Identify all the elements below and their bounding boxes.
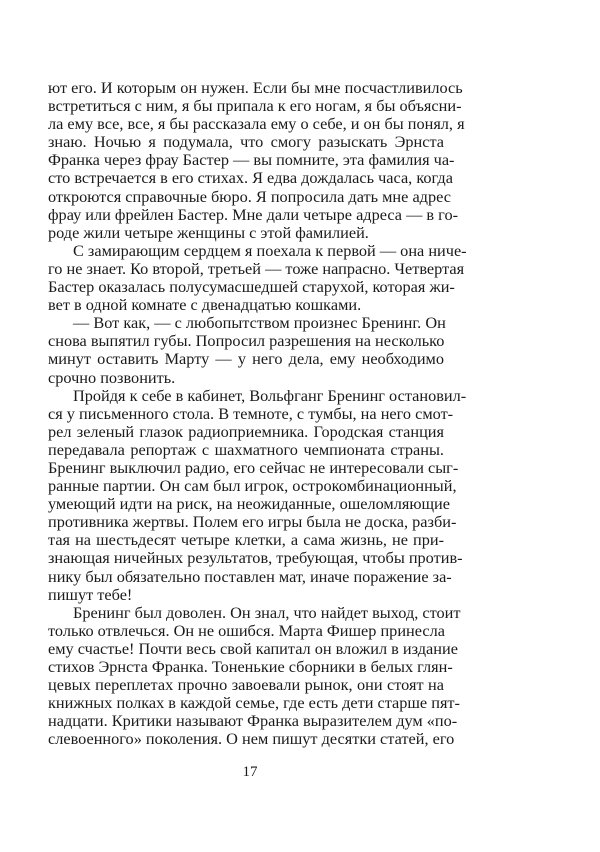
text-line: — Вот как, — с любопытством произнес Бренинг. Он	[73, 313, 446, 333]
text-line: фрау или фрейлен Бастер. Мне дали четыре адреса — в го-	[48, 204, 459, 224]
text-line: рел зеленый глазок радиоприемника. Городская станция	[48, 421, 444, 441]
text-line: передавала репортаж с шахматного чемпионата страны.	[48, 439, 444, 459]
text-line: стихов Эрнста Франка. Тоненькие сборники в белых глян-	[48, 657, 453, 676]
paragraph	[48, 78, 465, 242]
text-line: встретиться с ним, я бы припала к его ногам, я бы объясни-	[48, 96, 462, 116]
text-line: противника жертвы. Полем его игры была не доска, разби-	[48, 512, 457, 532]
paragraph	[48, 385, 467, 604]
text-line: ла ему все, все, я бы рассказала ему о себе, и он бы понял, я	[48, 114, 465, 134]
text-line: откроются справочные бюро. Я попросила дать мне адрес	[48, 186, 451, 206]
text-line: ют его. И которым он нужен. Если бы мне посчастливилось	[48, 78, 463, 97]
text-line: Пройдя к себе в кабинет, Вольфганг Бренинг остановил-	[73, 385, 467, 405]
paragraph	[48, 602, 461, 749]
page-number: 17	[242, 764, 258, 780]
text-line: вет в одной комнате с двенадцатью кошками.	[48, 295, 362, 315]
text-line: срочно позвонить.	[48, 367, 176, 387]
text-line: ему счастье! Почти весь свой капитал он вложил в издание	[48, 638, 458, 658]
text-line: Бастер оказалась полусумасшедшей старухой, которая жи-	[48, 277, 455, 297]
paragraph	[48, 240, 467, 315]
text-line: С замирающим сердцем я поехала к первой — она ниче-	[73, 240, 467, 260]
text-line: ранные партии. Он сам был игрок, острокомбинационный,	[48, 476, 457, 496]
text-line: только отвлечься. Он не ошибся. Марта Фишер принесла	[48, 620, 445, 640]
text-line: цевых переплетах прочно завоевали рынок, они стоят на	[48, 675, 444, 695]
text-line: слевоенного» поколения. О нем пишут десятки статей, его	[48, 729, 455, 749]
page-text	[48, 78, 467, 749]
text-line: книжных полках в каждой семье, где есть дети старше пят-	[48, 693, 460, 713]
text-line: ся у письменного стола. В темноте, с тумбы, на него смот-	[48, 403, 454, 423]
text-line: знающая ничейных результатов, требующая, чтобы против-	[48, 548, 463, 568]
text-line: роде жили четыре женщины с этой фамилией.	[48, 222, 369, 242]
text-line: Бренинг выключил радио, его сейчас не интересовали сыг-	[48, 457, 459, 477]
text-line: снова выпятил губы. Попросил разрешения на несколько	[48, 331, 445, 351]
text-line: знаю. Ночью я подумала, что смогу разыскать Эрнста	[48, 132, 444, 152]
text-line: умеющий идти на риск, на неожиданные, ошеломляющие	[48, 494, 450, 514]
text-line: сто встречается в его стихах. Я едва дождалась часа, когда	[48, 168, 453, 188]
text-line: надцати. Критики называют Франка выразителем дум «по-	[48, 711, 458, 731]
text-line: го не знает. Ко второй, третьей — тоже напрасно. Четвертая	[48, 258, 465, 278]
text-line: минут оставить Марту — у него дела, ему необходимо	[48, 349, 444, 369]
paragraph	[48, 314, 444, 386]
text-line: тая на шестьдесят четыре клетки, а сама жизнь, не при-	[48, 530, 444, 550]
text-line: нику был обязательно поставлен мат, иначе поражение за-	[48, 566, 452, 586]
text-line: Бренинг был доволен. Он знал, что найдет выход, стоит	[73, 602, 461, 622]
text-line: Франка через фрау Бастер — вы помните, эта фамилия ча-	[48, 150, 455, 170]
text-line: пишут тебе!	[48, 584, 133, 604]
